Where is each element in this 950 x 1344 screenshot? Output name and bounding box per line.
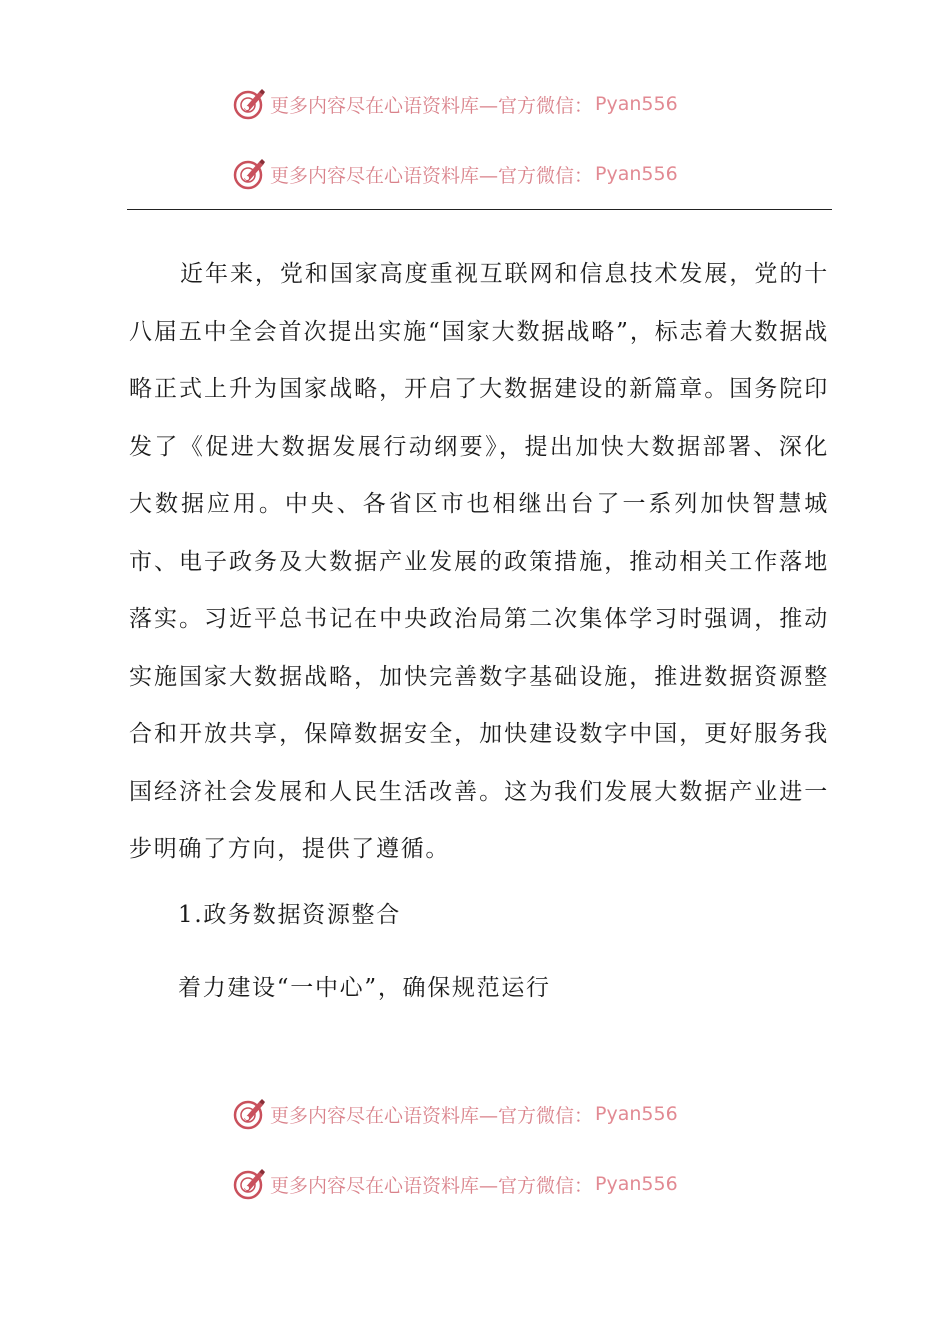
- pen-logo-icon: [232, 87, 266, 121]
- watermark-id: Pyan556: [595, 163, 678, 185]
- watermark-text: 更多内容尽在心语资料库—官方微信：: [270, 164, 594, 187]
- pen-logo-icon: [232, 1097, 266, 1131]
- section-heading: 1.政务数据资源整合: [178, 902, 401, 928]
- section-subheading: 着力建设“一中心”，确保规范运行: [178, 975, 551, 1001]
- pen-logo-icon: [232, 157, 266, 191]
- watermark-id: Pyan556: [595, 1103, 678, 1125]
- watermark-bottom-2: [232, 1166, 678, 1202]
- watermark-id: Pyan556: [595, 1173, 678, 1195]
- watermark-top-2: [232, 156, 678, 192]
- watermark-text: 更多内容尽在心语资料库—官方微信：: [270, 1104, 594, 1127]
- watermark-text: 更多内容尽在心语资料库—官方微信：: [270, 94, 594, 117]
- watermark-id: Pyan556: [595, 93, 678, 115]
- watermark-bottom-1: [232, 1096, 678, 1132]
- pen-logo-icon: [232, 1167, 266, 1201]
- watermark-text: 更多内容尽在心语资料库—官方微信：: [270, 1174, 594, 1197]
- body-paragraph: 近年来，党和国家高度重视互联网和信息技术发展，党的十八届五中全会首次提出实施“国家大数据战略”，标志着大数据战略正式上升为国家战略，开启了大数据建设的新篇章。国务院印发了《促进大数据发展行动纲要》，提出加快大数据部署、深化大数据应用。中央、各省区市也相继出台了一系列加快智慧城市、电子政务及大数据产业发展的政策措施，推动相关工作落地落实。习近平总书记在中央政治局第二次集体学习时强调，推动实施国家大数据战略，加快完善数字基础设施，推进数据资源整合和开放共享，保障数据安全，加快建设数字中国，更好服务我国经济社会发展和人民生活改善。这为我们发展大数据产业进一步明确了方向，提供了遵循。: [129, 261, 829, 862]
- watermark-top-1: [232, 86, 678, 122]
- header-divider: [127, 209, 832, 210]
